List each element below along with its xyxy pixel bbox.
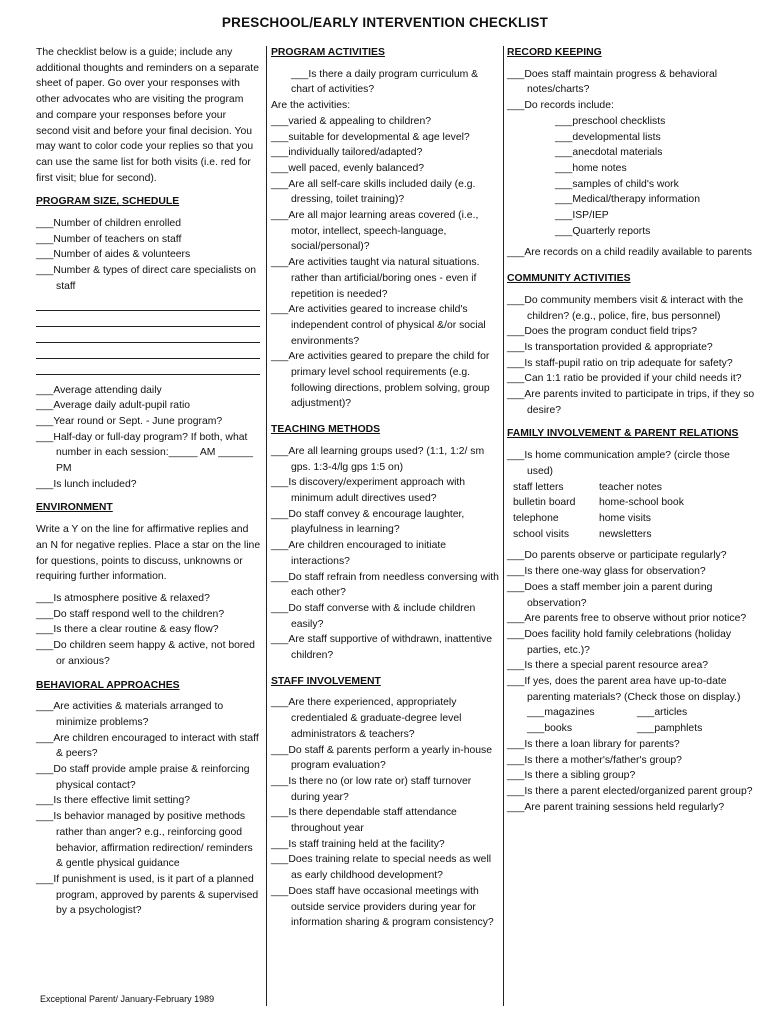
teaching-heading: TEACHING METHODS [271, 424, 381, 436]
material-option[interactable]: ___magazines [527, 707, 595, 719]
record-keeping-heading: RECORD KEEPING [507, 47, 602, 58]
checklist-item[interactable]: ___Do children seem happy & active, not bored or anxious? [36, 640, 255, 667]
records-sub-item[interactable]: ___anecdotal materials [555, 147, 663, 159]
checklist-item[interactable]: ___Number of children enrolled [36, 218, 181, 230]
column-divider-left [266, 46, 267, 1006]
checklist-item[interactable]: ___Can 1:1 ratio be provided if your child needs it? [507, 373, 742, 385]
column-divider-right [503, 46, 504, 1006]
checklist-item[interactable]: ___Is home communication ample? (circle those used) [507, 450, 730, 477]
checklist-item[interactable]: ___Is staff-pupil ratio on trip adequate for safety? [507, 357, 733, 369]
records-sub-item[interactable]: ___Quarterly reports [555, 225, 651, 237]
checklist-item[interactable]: ___suitable for developmental & age level? [271, 131, 470, 143]
staff-heading: STAFF INVOLVEMENT [271, 675, 381, 687]
program-activities-heading: PROGRAM ACTIVITIES [271, 47, 385, 58]
material-option[interactable]: ___books [527, 723, 573, 735]
column-left [36, 45, 262, 919]
write-in-line[interactable] [36, 343, 260, 359]
checklist-item[interactable]: ___Are activities taught via natural situations. rather than artificial/boring ones - even if repetition is needed? [271, 257, 480, 300]
checklist-item[interactable]: ___Are all learning groups used? (1:1, 1:2/ sm gps. 1:3-4/lg gps 1:5 on) [271, 445, 485, 473]
family-heading: FAMILY INVOLVEMENT & PARENT RELATIONS [507, 428, 739, 440]
checklist-item[interactable]: ___Is there a daily program curriculum & chart of activities? [291, 68, 479, 96]
checklist-item[interactable]: ___Half-day or full-day program? If both, what number in each session:_____ AM ______ PM [36, 431, 253, 475]
environment-heading: ENVIRONMENT [36, 502, 113, 514]
records-sub-item[interactable]: ___Medical/therapy information [555, 194, 700, 206]
checklist-item[interactable]: ___individually tailored/adapted? [271, 147, 423, 159]
checklist-item[interactable]: ___Average attending daily [36, 384, 162, 396]
checklist-item[interactable]: ___Is there a clear routine & easy flow? [36, 624, 219, 636]
checklist-item[interactable]: ___Does the program conduct field trips? [507, 326, 698, 338]
records-sub-item[interactable]: ___developmental lists [555, 131, 661, 143]
checklist-item[interactable]: ___Are activities & materials arranged to minimize problems? [36, 701, 224, 728]
behavioral-heading: BEHAVIORAL APPROACHES [36, 679, 180, 691]
checklist-item[interactable]: ___Does staff maintain progress & behavioral notes/charts? [507, 68, 718, 96]
material-option[interactable]: ___pamphlets [637, 723, 703, 735]
records-sub-item[interactable]: ___ISP/IEP [555, 210, 609, 222]
checklist-item[interactable]: ___Is there a loan library for parents? [507, 738, 680, 750]
checklist-item[interactable]: ___Do staff refrain from needless conversing with each other? [271, 571, 499, 599]
checklist-item[interactable]: ___Number & types of direct care specialists on staff [36, 265, 257, 292]
checklist-item[interactable]: ___Does a staff member join a parent during observation? [507, 581, 713, 609]
checklist-item[interactable]: ___Are there experienced, appropriately credentialed & graduate-degree level administrators & teachers? [271, 697, 462, 740]
write-in-line[interactable] [36, 359, 260, 375]
checklist-item[interactable]: ___Average daily adult-pupil ratio [36, 400, 191, 412]
checklist-item[interactable]: ___Is atmosphere positive & relaxed? [36, 592, 210, 604]
checklist-item[interactable]: ___Do staff provide ample praise & reinforcing physical contact? [36, 764, 250, 791]
checklist-item[interactable]: ___Are records on a child readily available to parents [507, 247, 752, 259]
checklist-item[interactable]: ___Is staff training held at the facility? [271, 838, 445, 850]
write-in-line[interactable] [36, 295, 260, 311]
checklist-item[interactable]: ___Is behavior managed by positive methods rather than anger? e.g., reinforcing good behavior, affirmation redirection/ reminders & gentle physical guidance [36, 811, 253, 870]
materials-options [507, 705, 757, 736]
material-option[interactable]: ___articles [637, 707, 688, 719]
checklist-item[interactable]: ___Are all major learning areas covered (i.e., motor, intellect, speech-language, social/personal)? [271, 210, 479, 253]
footer-citation: Exceptional Parent/ January-February 1989 [40, 994, 215, 1004]
checklist-item[interactable]: ___Does training relate to special needs as well as early childhood development? [271, 854, 492, 882]
checklist-item[interactable]: ___Is there a special parent resource area? [507, 660, 709, 672]
community-heading: COMMUNITY ACTIVITIES [507, 273, 631, 285]
checklist-item[interactable]: ___Are parents invited to participate in trips, if they so desire? [507, 389, 755, 416]
column-right [507, 45, 757, 815]
checklist-item[interactable]: ___Is there dependable staff attendance throughout year [271, 807, 457, 835]
checklist-item[interactable]: ___Number of aides & volunteers [36, 249, 191, 261]
checklist-item[interactable]: ___Are parents free to observe without prior notice? [507, 613, 747, 625]
checklist-item[interactable]: ___If punishment is used, is it part of a planned program, approved by parents & supervised by a psychologist? [36, 873, 259, 917]
checklist-item[interactable]: ___Is there effective limit setting? [36, 795, 191, 807]
checklist-item[interactable]: ___Are activities geared to prepare the child for primary level school requirements (e.g. following directions, problem solving, group adjustment)? [271, 351, 490, 410]
activities-label: Are the activities: [271, 100, 351, 112]
checklist-item[interactable]: ___Is there a parent elected/organized parent group? [507, 785, 753, 797]
checklist-item[interactable]: ___Is lunch included? [36, 478, 137, 490]
checklist-item[interactable]: ___Does staff have occasional meetings with outside service providers during year for information sharing & program consistency? [271, 885, 494, 929]
checklist-item[interactable]: ___Do records include: [507, 100, 614, 112]
environment-instructions: Write a Y on the line for affirmative replies and an N for negative replies. Place a star on the line for questions, points to discuss, unknowns or requiring further information. [36, 524, 261, 583]
intro-paragraph: The checklist below is a guide; include any additional thoughts and reminders on a separate sheet of paper. Go over your responses with other advocates who are visiting the program and compare your responses before your second visit and before your final decision. You may want to color code your replies so that you can use the same list for both visits (i.e. red for first visit; blue for second). [36, 47, 259, 184]
checklist-item[interactable]: ___If yes, does the parent area have up-to-date parenting materials? (Check those on display.) [507, 676, 741, 703]
checklist-item[interactable]: ___Is transportation provided & appropriate? [507, 341, 713, 353]
checklist-item[interactable]: ___Do staff & parents perform a yearly in-house program evaluation? [271, 744, 493, 772]
checklist-item[interactable]: ___Are all self-care skills included daily (e.g. dressing, toilet training)? [271, 178, 476, 206]
checklist-item[interactable]: ___Are parent training sessions held regularly? [507, 801, 725, 813]
write-in-line[interactable] [36, 311, 260, 327]
comm-option[interactable]: staff letters [513, 481, 564, 493]
checklist-item[interactable]: ___well paced, evenly balanced? [271, 162, 425, 174]
comm-option[interactable]: telephone [513, 512, 559, 524]
comm-option[interactable]: teacher notes [599, 481, 662, 493]
checklist-item[interactable]: ___Is there no (or low rate or) staff turnover during year? [271, 775, 472, 803]
checklist-item[interactable]: ___Are children encouraged to interact with staff & peers? [36, 732, 259, 760]
checklist-item[interactable]: ___Is there a mother's/father's group? [507, 754, 682, 766]
checklist-item[interactable]: ___Is there a sibling group? [507, 770, 636, 782]
column-middle [271, 45, 501, 931]
page-title: PRESCHOOL/EARLY INTERVENTION CHECKLIST [221, 15, 549, 30]
comm-option[interactable]: newsletters [599, 528, 652, 540]
records-sub-item[interactable]: ___samples of child's work [555, 178, 679, 190]
checklist-item[interactable]: ___Do staff respond well to the children? [36, 608, 225, 620]
comm-option[interactable]: home-school book [599, 497, 684, 509]
program-size-heading: PROGRAM SIZE, SCHEDULE [36, 196, 180, 208]
checklist-item[interactable]: ___Are children encouraged to initiate interactions? [271, 540, 447, 567]
checklist-item[interactable]: ___Do parents observe or participate regularly? [507, 550, 727, 562]
comm-option[interactable]: home visits [599, 512, 651, 524]
write-in-line[interactable] [36, 327, 260, 343]
checklist-item[interactable]: ___Are activities geared to increase child's independent control of physical &/or social environments? [271, 304, 486, 347]
comm-option[interactable]: school visits [513, 528, 570, 540]
checklist-item[interactable]: ___Are staff supportive of withdrawn, inattentive children? [271, 634, 493, 662]
checklist-item[interactable]: ___Is there one-way glass for observation? [507, 566, 706, 578]
checklist-item[interactable]: ___Do community members visit & interact with the children? (e.g., police, fire, bus personnel) [507, 294, 744, 322]
checklist-item[interactable]: ___Is discovery/experiment approach with minimum adult directives used? [271, 477, 466, 504]
records-sub-item[interactable]: ___preschool checklists [555, 115, 666, 127]
checklist-item[interactable]: ___varied & appealing to children? [271, 115, 432, 127]
records-sub-item[interactable]: ___home notes [555, 162, 627, 174]
comm-option[interactable]: bulletin board [513, 497, 576, 509]
checklist-item[interactable]: ___Do staff converse with & include children easily? [271, 602, 476, 630]
checklist-item[interactable]: ___Does facility hold family celebrations (holiday parties, etc.)? [507, 628, 732, 656]
communication-options [507, 480, 757, 543]
checklist-item[interactable]: ___Do staff convey & encourage laughter, playfulness in learning? [271, 508, 465, 536]
checklist-item[interactable]: ___Year round or Sept. - June program? [36, 415, 223, 427]
checklist-item[interactable]: ___Number of teachers on staff [36, 233, 182, 245]
